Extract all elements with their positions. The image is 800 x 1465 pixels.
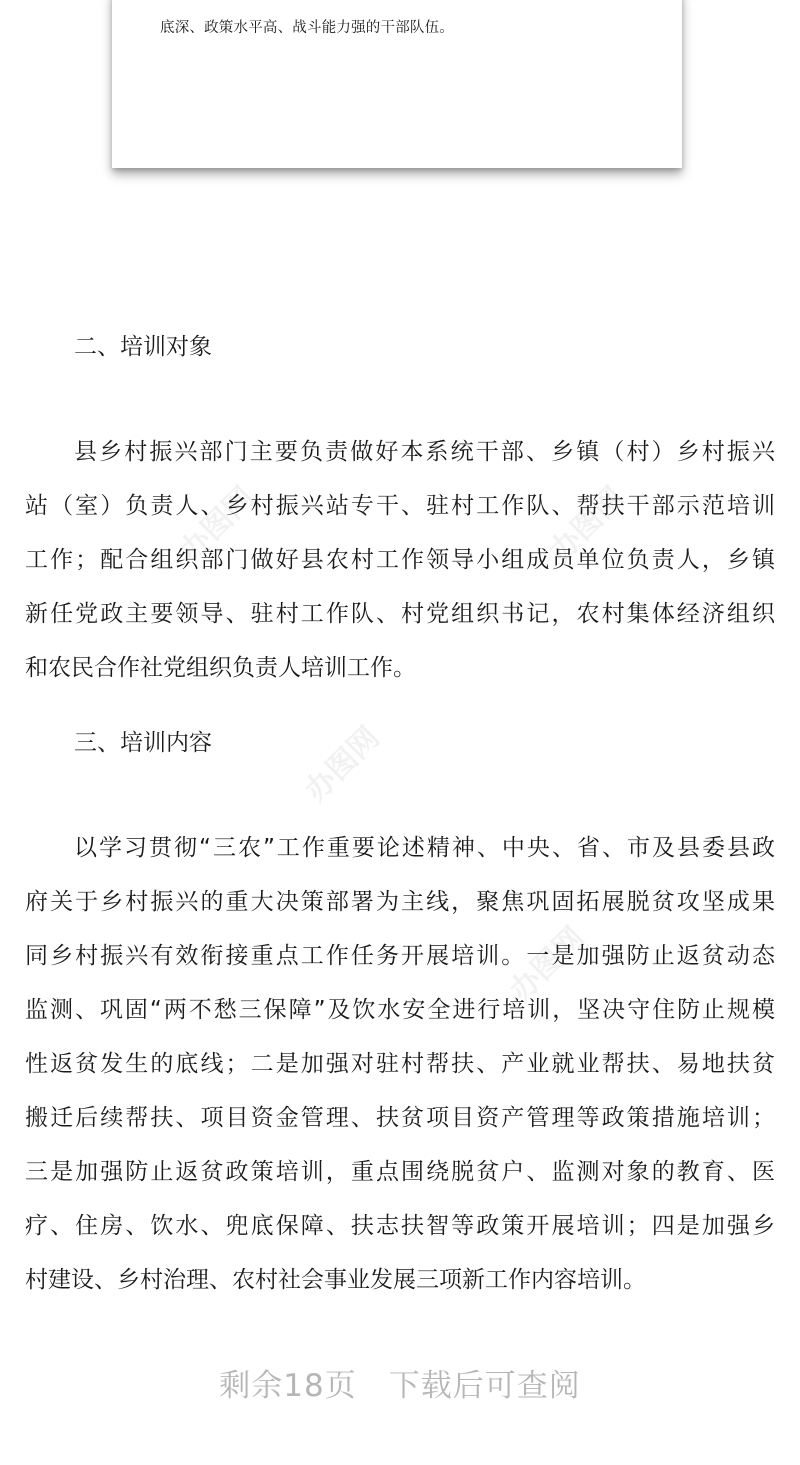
watermark: 办图网: [298, 720, 387, 809]
paragraph-training-target: [25, 436, 775, 706]
section-heading-training-target: 二、培训对象: [74, 334, 212, 360]
watermark: 办图网: [543, 480, 632, 569]
paragraph-line: 站（室）负责人、乡村振兴站专干、驻村工作队、帮扶干部示范培训: [25, 493, 775, 519]
paragraph-line: 搬迁后续帮扶、项目资金管理、扶贫项目资产管理等政策措施培训；: [25, 1105, 775, 1131]
paragraph-line: 新任党政主要领导、驻村工作队、村党组织书记，农村集体经济组织: [25, 601, 775, 627]
paragraph-line: 同乡村振兴有效衔接重点工作任务开展培训。一是加强防止返贫动态: [25, 943, 775, 969]
paragraph-line: 以学习贯彻“三农”工作重要论述精神、中央、省、市及县委县政: [74, 835, 775, 861]
paragraph-line: 县乡村振兴部门主要负责做好本系统干部、乡镇（村）乡村振兴: [74, 439, 775, 465]
paragraph-line: 工作；配合组织部门做好县农村工作领导小组成员单位负责人，乡镇: [25, 547, 775, 573]
section-heading-training-content: 三、培训内容: [74, 730, 212, 756]
previous-page-card: [112, 0, 682, 168]
paragraph-line: 三是加强防止返贫政策培训，重点围绕脱贫户、监测对象的教育、医: [25, 1159, 775, 1185]
paragraph-line: 监测、巩固“两不愁三保障”及饮水安全进行培训，坚决守住防止规模: [25, 997, 775, 1023]
previous-page-last-line: 底深、政策水平高、战斗能力强的干部队伍。: [160, 20, 454, 36]
watermark: 办图网: [503, 920, 592, 1009]
paragraph-line: 性返贫发生的底线；二是加强对驻村帮扶、产业就业帮扶、易地扶贫: [25, 1051, 775, 1077]
paragraph-line: 和农民合作社党组织负责人培训工作。: [25, 655, 416, 681]
paragraph-line: 疗、住房、饮水、兜底保障、扶志扶智等政策开展培训；四是加强乡: [25, 1213, 775, 1239]
paragraph-training-content: [25, 832, 775, 1318]
paragraph-line: 村建设、乡村治理、农村社会事业发展三项新工作内容培训。: [25, 1267, 646, 1293]
watermark: 办图网: [173, 480, 262, 569]
paragraph-line: 府关于乡村振兴的重大决策部署为主线，聚焦巩固拓展脱贫攻坚成果: [25, 889, 775, 915]
remaining-pages-download-banner[interactable]: 剩余18页 下载后可查阅: [219, 1368, 581, 1404]
